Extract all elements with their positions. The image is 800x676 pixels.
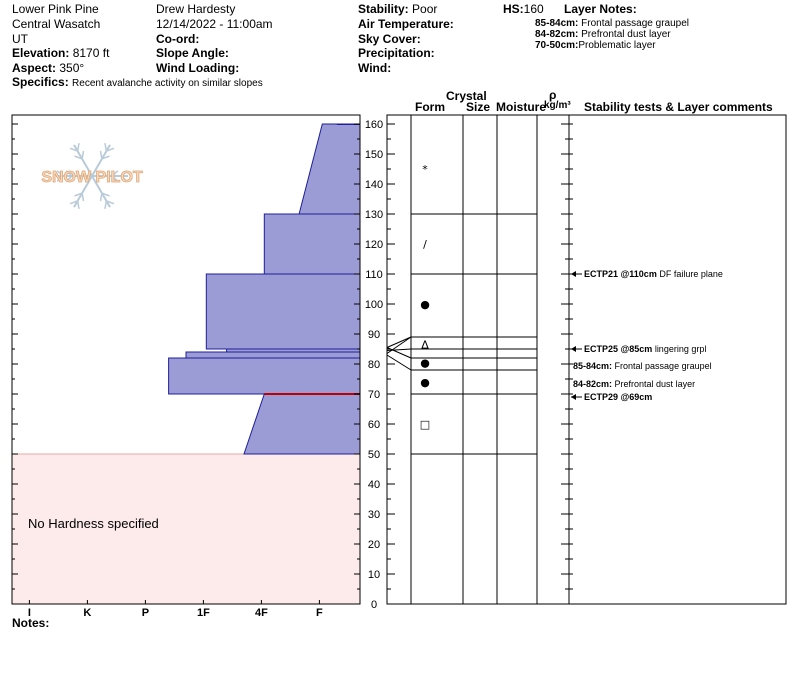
layer-note-range: 85-84cm: — [535, 18, 579, 29]
hs-label: HS: — [503, 2, 524, 16]
grain-form-symbol: ● — [420, 356, 430, 370]
hardness-tick-label: 4F — [254, 607, 268, 619]
specifics-value: Recent avalanche activity on similar slopes — [72, 78, 263, 89]
height-tick-label: 30 — [367, 509, 381, 521]
stability-test-comment: DF failure plane — [656, 269, 723, 279]
layer-note-text: Frontal passage graupel — [581, 18, 689, 29]
stability-test-arrowhead — [571, 346, 576, 352]
density-unit-header: kg/m³ — [544, 100, 571, 111]
moisture-header: Moisture — [496, 100, 547, 114]
hardness-layer — [206, 274, 360, 349]
grain-form-symbol: □ — [419, 418, 431, 431]
stability-test-comment: lingering grpl — [652, 344, 707, 354]
layer-connector — [387, 337, 411, 354]
grain-form-symbol: * — [422, 163, 428, 176]
height-tick-label: 10 — [367, 569, 381, 581]
hardness-tick-label: P — [141, 607, 150, 619]
layer-note-range: 70-50cm: — [535, 40, 579, 51]
height-tick-label: 0 — [370, 599, 378, 611]
stability-test-arrowhead — [571, 394, 576, 400]
height-tick-label: 140 — [364, 179, 384, 191]
hardness-tick-label: I — [27, 607, 31, 619]
layer-connector — [387, 355, 411, 370]
observer: Drew Hardesty — [156, 2, 236, 16]
stability-test-result: ECTP29 @69cm — [584, 392, 653, 402]
form-header: Form — [415, 100, 445, 114]
hardness-tick-label: K — [83, 607, 92, 619]
stability-test-result: ECTP21 @110cm — [584, 269, 657, 279]
slope-angle-label: Slope Angle: — [156, 46, 229, 60]
stability-value: Poor — [412, 2, 438, 16]
snowflake-branch — [100, 193, 101, 201]
height-tick-label: 80 — [367, 359, 381, 371]
grain-form-symbol: ● — [420, 376, 430, 389]
snowflake-branch — [105, 201, 106, 209]
comments-header: Stability tests & Layer comments — [584, 100, 773, 114]
hardness-tick-label: F — [316, 607, 323, 619]
wind-label: Wind: — [358, 61, 392, 75]
stability-test-label — [584, 269, 723, 279]
hardness-layer — [299, 124, 360, 214]
stability-test-label — [584, 344, 706, 354]
wind-loading-label: Wind Loading: — [156, 61, 240, 75]
elevation-label: Elevation: — [12, 46, 70, 60]
hardness-layer — [169, 358, 360, 394]
layer-notes-label: Layer Notes: — [564, 2, 637, 16]
hardness-tick-label: 1F — [196, 607, 210, 619]
layer-comment — [573, 379, 695, 389]
datetime: 12/14/2022 - 11:00am — [156, 17, 273, 31]
height-tick-label: 160 — [364, 119, 384, 131]
grain-form-symbol: ● — [420, 298, 430, 311]
range: Central Wasatch — [12, 17, 101, 31]
layer-connector — [387, 337, 411, 348]
air-temp-label: Air Temperature: — [358, 17, 454, 31]
grain-form-symbol: / — [423, 238, 427, 251]
stability-test-arrowhead — [571, 271, 576, 277]
layer-note-range: 84-82cm: — [535, 29, 579, 40]
stability-test-result: ECTP25 @85cm — [584, 344, 653, 354]
height-tick-label: 20 — [367, 539, 381, 551]
height-tick-label: 110 — [365, 269, 383, 281]
height-tick-label: 130 — [364, 209, 384, 221]
snowflake-branch — [100, 151, 101, 159]
height-tick-label: 60 — [367, 419, 381, 431]
snowflake-branch — [82, 193, 83, 201]
rho-header: ρ — [549, 88, 557, 102]
layer-comment-text: Prefrontal dust layer — [612, 379, 696, 389]
layer-comment-range: 85-84cm: — [573, 361, 613, 371]
snowflake-branch — [105, 143, 106, 151]
height-tick-label: 150 — [364, 149, 384, 161]
height-tick-label: 100 — [364, 299, 384, 311]
notes-label: Notes: — [12, 616, 50, 630]
layer-note-text: Problematic layer — [578, 40, 656, 51]
hardness-layer — [264, 214, 360, 274]
snowflake-branch — [82, 151, 83, 159]
location: Lower Pink Pine — [12, 2, 99, 16]
elevation-value: 8170 ft — [72, 46, 110, 60]
hardness-layer — [244, 394, 360, 454]
logo-text: SNOW PILOT — [41, 169, 143, 186]
height-tick-label: 50 — [367, 449, 381, 461]
state: UT — [12, 32, 28, 46]
layer-note-text: Prefrontal dust layer — [581, 29, 671, 40]
height-tick-label: 90 — [367, 329, 381, 341]
hs-value: 160 — [523, 2, 544, 16]
layer-comment-range: 84-82cm: — [573, 379, 613, 389]
stability-label: Stability: — [358, 2, 409, 16]
sky-cover-label: Sky Cover: — [358, 32, 421, 46]
aspect-label: Aspect: — [12, 61, 57, 75]
size-header: Size — [466, 100, 491, 114]
table-frame — [387, 115, 786, 604]
coord-label: Co-ord: — [156, 32, 200, 46]
aspect-value: 350° — [59, 61, 85, 75]
height-tick-label: 70 — [367, 389, 381, 401]
specifics-label: Specifics: — [12, 75, 69, 89]
height-tick-label: 40 — [367, 479, 381, 491]
snowpilot-logo — [41, 143, 143, 209]
precipitation-label: Precipitation: — [358, 46, 435, 60]
layer-comment — [573, 361, 712, 371]
snowflake-branch — [78, 201, 79, 209]
height-tick-label: 120 — [364, 239, 384, 251]
no-hardness-text: No Hardness specified — [28, 516, 159, 531]
crystal-header: Crystal — [446, 89, 487, 103]
layer-comment-text: Frontal passage graupel — [612, 361, 712, 371]
grain-form-symbol: Δ — [421, 338, 429, 352]
stability-test-label — [584, 392, 652, 402]
snowflake-branch — [78, 143, 79, 151]
hardness-layer — [186, 352, 360, 358]
